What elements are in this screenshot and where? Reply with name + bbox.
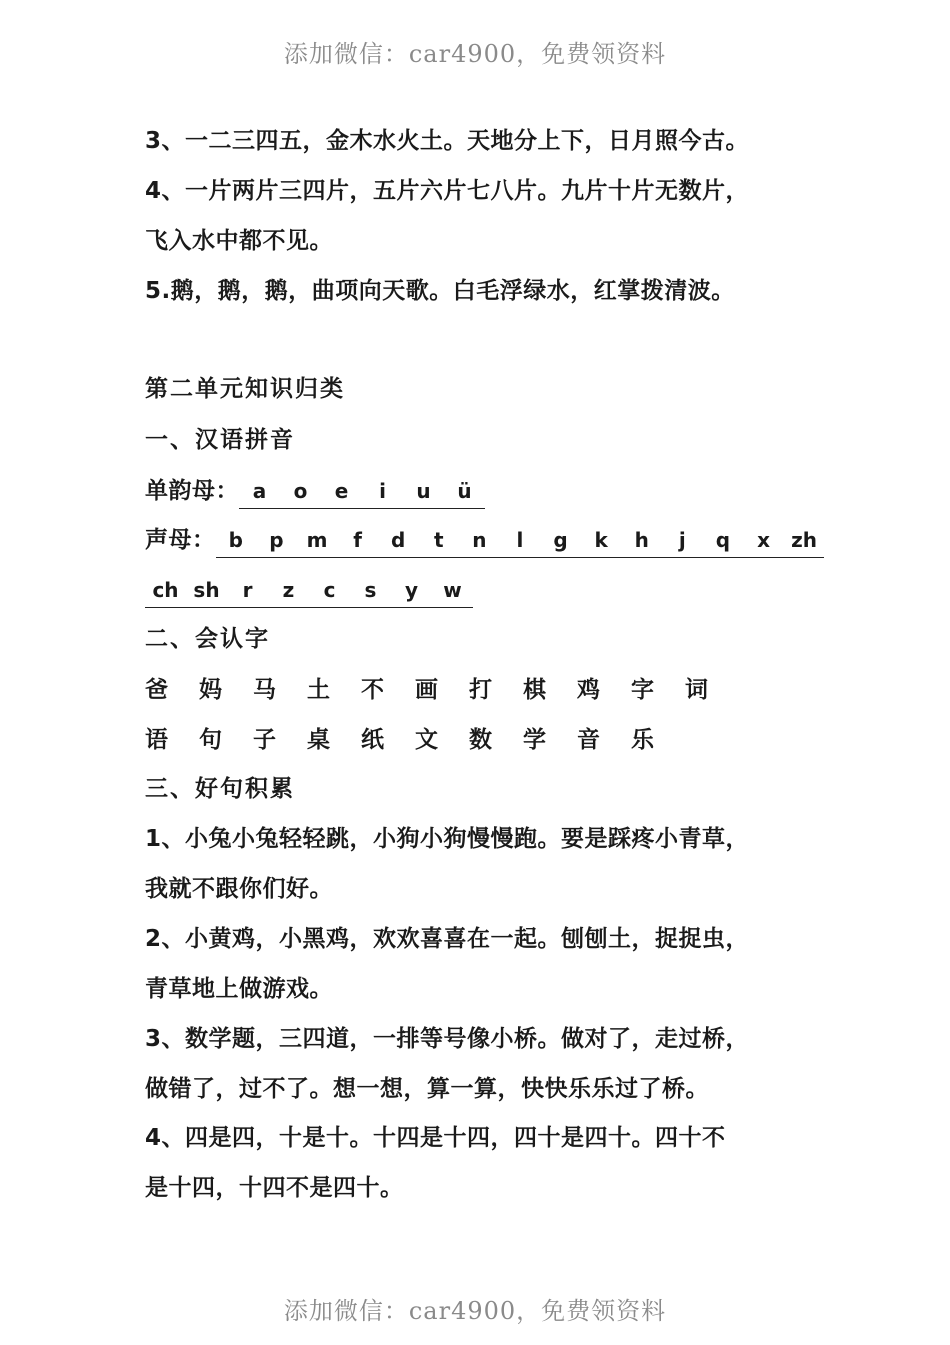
initial-letter: g xyxy=(553,528,568,552)
verse-5: 5.鹅，鹅，鹅，曲项向天歌。白毛浮绿水，红掌拨清波。 xyxy=(145,278,735,304)
sentence-2-line-1: 2、小黄鸡，小黑鸡，欢欢喜喜在一起。刨刨土，捉捉虫， xyxy=(145,926,750,952)
initial-letter: d xyxy=(391,528,406,552)
vowels-label: 单韵母： xyxy=(145,478,239,504)
recognize-char: 不 xyxy=(361,677,385,703)
recognize-char: 爸 xyxy=(145,677,169,703)
initials-row-2 xyxy=(145,575,473,608)
recognize-char: 打 xyxy=(469,677,493,703)
section-pinyin-title: 一、汉语拼音 xyxy=(145,427,295,453)
section-chars-title: 二、会认字 xyxy=(145,626,270,652)
recognize-char: 词 xyxy=(685,677,709,703)
sentence-4-line-2: 是十四，十四不是四十。 xyxy=(145,1175,404,1201)
recognize-char: 字 xyxy=(631,677,655,703)
vowels-list xyxy=(239,476,485,509)
initial-letter: b xyxy=(228,528,243,552)
sentence-3-line-1: 3、数学题，三四道，一排等号像小桥。做对了，走过桥， xyxy=(145,1026,750,1052)
vowel-letter: a xyxy=(252,479,267,503)
recognize-char: 学 xyxy=(523,727,547,753)
recognize-char: 乐 xyxy=(631,727,655,753)
initial-letter: k xyxy=(594,528,608,552)
chars-row-1 xyxy=(145,675,739,705)
initials-list-2 xyxy=(145,575,473,608)
recognize-char: 音 xyxy=(577,727,601,753)
sentence-1-line-2: 我就不跟你们好。 xyxy=(145,876,333,902)
initial-letter: zh xyxy=(791,528,818,552)
vowel-letter: e xyxy=(334,479,349,503)
initial-letter: ch xyxy=(152,578,179,602)
recognize-char: 鸡 xyxy=(577,677,601,703)
vowel-letter: ü xyxy=(457,479,472,503)
sentence-4-line-1: 4、四是四，十是十。十四是十四，四十是四十。四十不 xyxy=(145,1125,726,1151)
initial-letter: c xyxy=(323,578,336,602)
recognize-char: 马 xyxy=(253,677,277,703)
initials-label: 声母： xyxy=(145,527,216,553)
initial-letter: p xyxy=(269,528,284,552)
recognize-char: 妈 xyxy=(199,677,223,703)
vowels-row xyxy=(145,476,485,509)
initial-letter: s xyxy=(364,578,377,602)
verse-4-line-1: 4、一片两片三四片，五片六片七八片。九片十片无数片， xyxy=(145,178,750,204)
vowel-letter: o xyxy=(293,479,308,503)
watermark-top: 添加微信：car4900，免费领资料 xyxy=(283,40,667,68)
recognize-char: 子 xyxy=(253,727,277,753)
recognize-char: 句 xyxy=(199,727,223,753)
initial-letter: m xyxy=(306,528,328,552)
watermark-bottom: 添加微信：car4900，免费领资料 xyxy=(283,1297,667,1325)
recognize-char: 语 xyxy=(145,727,169,753)
recognize-char: 桌 xyxy=(307,727,331,753)
initial-letter: w xyxy=(443,578,462,602)
recognize-char: 纸 xyxy=(361,727,385,753)
initials-list-1 xyxy=(216,525,825,558)
initial-letter: y xyxy=(404,578,419,602)
verse-4-line-2: 飞入水中都不见。 xyxy=(145,228,333,254)
section-sentences-title: 三、好句积累 xyxy=(145,776,295,802)
initial-letter: j xyxy=(678,528,686,552)
sentence-3-line-2: 做错了，过不了。想一想，算一算，快快乐乐过了桥。 xyxy=(145,1076,709,1102)
sentence-1-line-1: 1、小兔小兔轻轻跳，小狗小狗慢慢跑。要是踩疼小青草， xyxy=(145,826,750,852)
recognize-char: 棋 xyxy=(523,677,547,703)
verse-3: 3、一二三四五，金木水火土。天地分上下，日月照今古。 xyxy=(145,128,750,154)
initial-letter: t xyxy=(433,528,444,552)
initial-letter: n xyxy=(472,528,487,552)
initial-letter: f xyxy=(353,528,362,552)
initial-letter: sh xyxy=(193,578,220,602)
sentence-2-line-2: 青草地上做游戏。 xyxy=(145,976,333,1002)
vowel-letter: u xyxy=(416,479,431,503)
initial-letter: x xyxy=(757,528,770,552)
initial-letter: q xyxy=(715,528,731,552)
unit-title: 第二单元知识归类 xyxy=(145,376,345,402)
recognize-char: 文 xyxy=(415,727,439,753)
chars-row-2 xyxy=(145,725,685,755)
initial-letter: z xyxy=(282,578,295,602)
initial-letter: l xyxy=(516,528,524,552)
initial-letter: r xyxy=(242,578,253,602)
recognize-char: 画 xyxy=(415,677,439,703)
initials-row-1 xyxy=(145,525,824,558)
vowel-letter: i xyxy=(379,479,386,503)
recognize-char: 土 xyxy=(307,677,331,703)
recognize-char: 数 xyxy=(469,727,493,753)
initial-letter: h xyxy=(634,528,649,552)
